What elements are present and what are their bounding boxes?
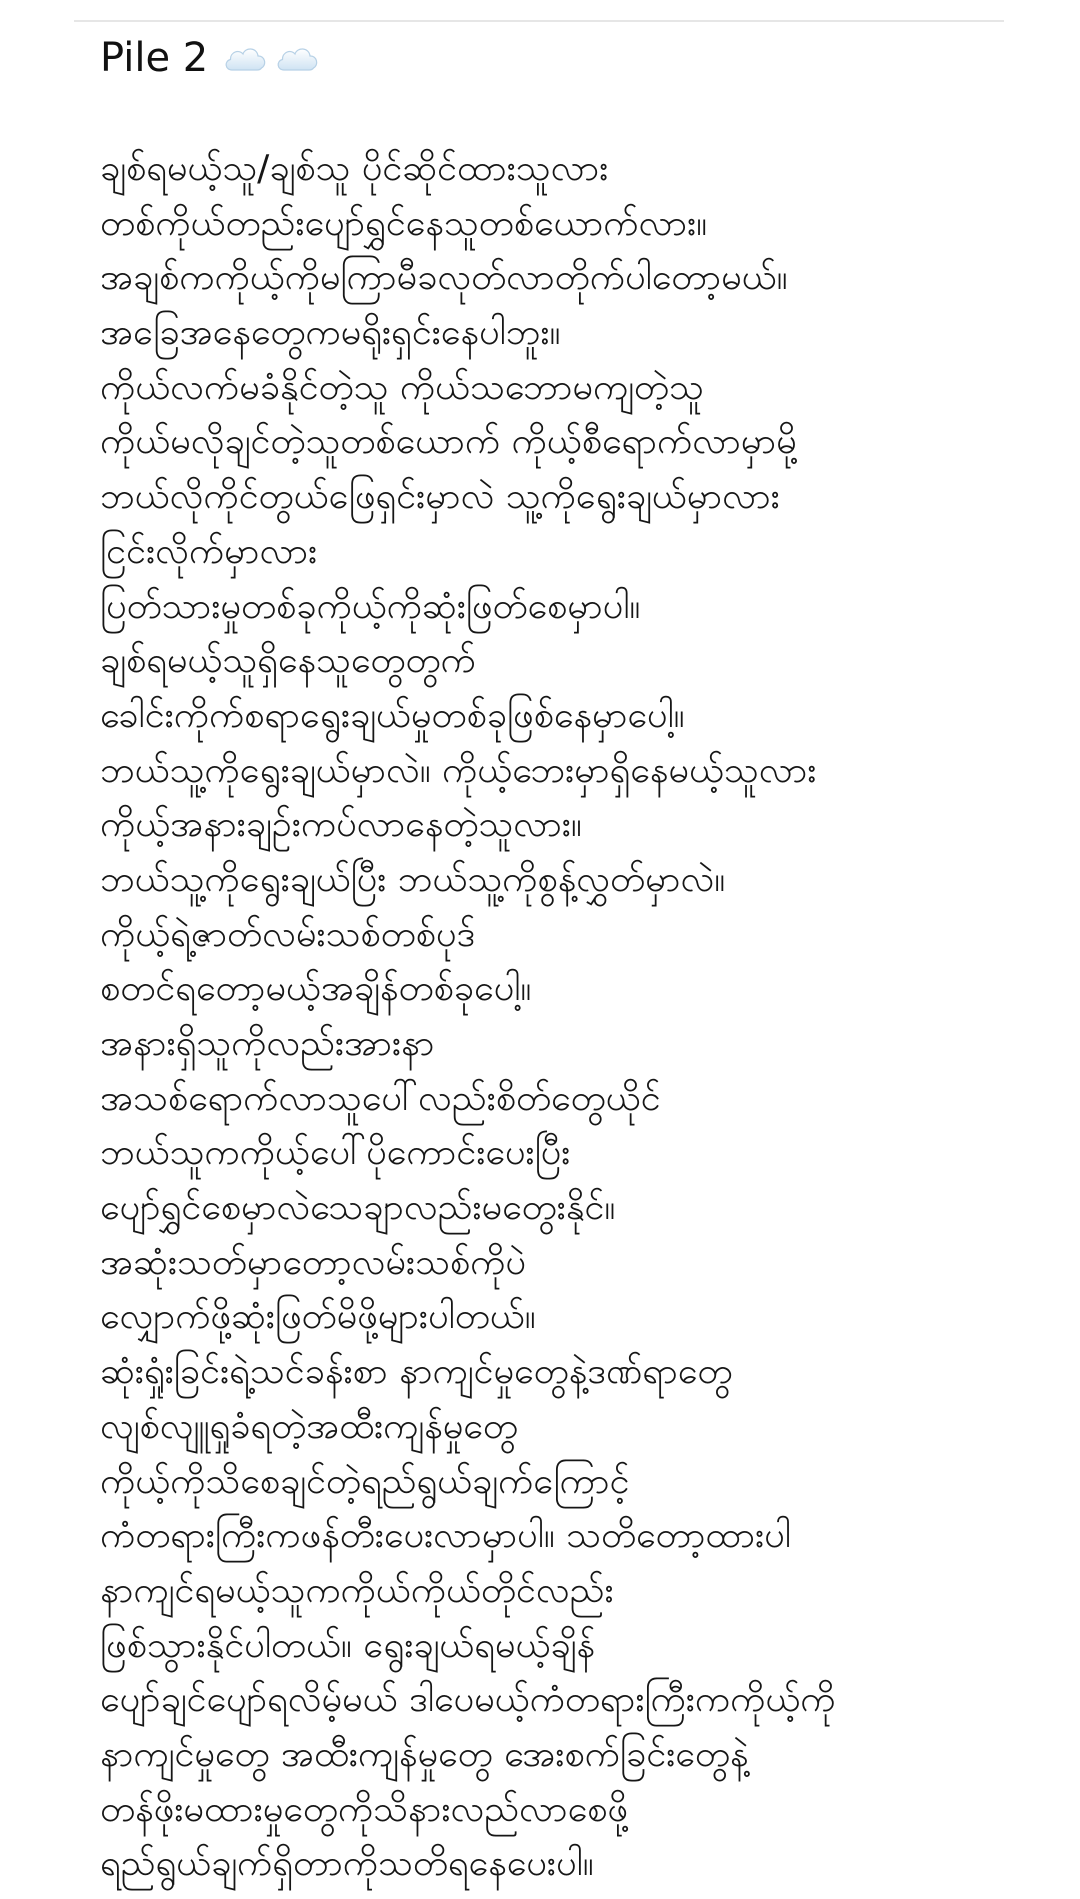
poem-line: ဘယ်လိုကိုင်တွယ်ဖြေရှင်းမှာလဲ သူ့ကိုရွေးချယ်မှာလား (100, 476, 780, 518)
poem-line: တန်ဖိုးမထားမှုတွေကိုသိနားလည်လာစေဖို့ (100, 1788, 628, 1830)
post-title-text: Pile 2 (100, 35, 209, 81)
poem-line: တစ်ကိုယ်တည်းပျော်ရွှင်နေသူတစ်ယောက်လား။ (100, 202, 708, 244)
poem-line: စတင်ရတော့မယ့်အချိန်တစ်ခုပေါ့။ (100, 968, 532, 1010)
poem-line: လျစ်လျူရှုခံရတဲ့အထီးကျန်မှုတွေ (100, 1405, 518, 1447)
poem-line: ချစ်ရမယ့်သူရှိနေသူတွေတွက် (100, 640, 476, 682)
poem-line: ဘယ်သူ့ကိုရွေးချယ်ပြီး ဘယ်သူ့ကိုစွန့်လွှတ်မှာလဲ။ (100, 858, 726, 900)
cloud-icon (274, 43, 320, 73)
poem-line: အသစ်ရောက်လာသူပေါ်လည်းစိတ်တွေယိုင် (100, 1077, 661, 1119)
poem-line: ပြတ်သားမှုတစ်ခုကိုယ့်ကိုဆုံးဖြတ်စေမှာပါ။ (100, 585, 641, 627)
poem-line: ရည်ရွယ်ချက်ရှိတာကိုသတိရနေပေးပါ။ (100, 1843, 594, 1885)
poem-line: ငြင်းလိုက်မှာလား (100, 530, 318, 572)
poem-line: အဆုံးသတ်မှာတော့လမ်းသစ်ကိုပဲ (100, 1241, 526, 1283)
poem-line: ကံတရားကြီးကဖန်တီးပေးလာမှာပါ။ သတိတော့ထားပါ (100, 1515, 791, 1557)
poem-line: ခေါင်းကိုက်စရာရွေးချယ်မှုတစ်ခုဖြစ်နေမှာပေါ့။ (100, 694, 685, 736)
poem-line: ကိုယ်မလိုချင်တဲ့သူတစ်ယောက် ကိုယ့်စီရောက်လာမှာမို့ (100, 421, 797, 463)
poem-line: ကိုယ်လက်မခံနိုင်တဲ့သူ ကိုယ်သဘောမကျတဲ့သူ (100, 366, 704, 408)
poem-line: ကိုယ့်ရဲ့ဇာတ်လမ်းသစ်တစ်ပုဒ် (100, 913, 476, 955)
post-title (100, 28, 320, 88)
cloud-icon (222, 43, 268, 73)
poem-line: ဘယ်သူကကိုယ့်ပေါ်ပိုကောင်းပေးပြီး (100, 1132, 571, 1174)
poem-line: ဖြစ်သွားနိုင်ပါတယ်။ ရွေးချယ်ရမယ့်ချိန် (100, 1624, 595, 1666)
top-divider (74, 20, 1004, 22)
poem-line: ပျော်ရွှင်စေမှာလဲသေချာလည်းမတွေးနိုင်။ (100, 1187, 616, 1229)
cloud-emojis (222, 43, 320, 73)
poem-line: ပျော်ချင်ပျော်ရလိမ့်မယ် ဒါပေမယ့်ကံတရားကြီးကကိုယ့်ကို (100, 1679, 836, 1721)
poem-line: နာကျင်မှုတွေ အထီးကျန်မှုတွေ အေးစက်ခြင်းတွေနဲ့ (100, 1733, 749, 1775)
poem-line: ကိုယ့်ကိုသိစေချင်တဲ့ရည်ရွယ်ချက်ကြောင့် (100, 1460, 630, 1502)
poem-line: လျှောက်ဖို့ဆုံးဖြတ်မိဖို့များပါတယ်။ (100, 1296, 536, 1338)
poem-line: ကိုယ့်အနားချဉ်းကပ်လာနေတဲ့သူလား။ (100, 804, 582, 846)
poem-line: အနားရှိသူကိုလည်းအားနာ (100, 1023, 435, 1064)
poem-line: ဘယ်သူ့ကိုရွေးချယ်မှာလဲ။ ကိုယ့်ဘေးမှာရှိနေမယ့်သူလား (100, 749, 817, 791)
poem-line: ဆုံးရှုံးခြင်းရဲ့သင်ခန်းစာ နာကျင်မှုတွေနဲ့ဒဏ်ရာတွေ (100, 1351, 733, 1393)
poem-line: အခြေအနေတွေကမရိုးရှင်းနေပါဘူး။ (100, 312, 561, 354)
poem-line: နာကျင်ရမယ့်သူကကိုယ်ကိုယ်တိုင်လည်း (100, 1569, 614, 1611)
poem-line: ချစ်ရမယ့်သူ/ချစ်သူ ပိုင်ဆိုင်ထားသူလား (100, 148, 609, 189)
poem-body (100, 142, 1000, 1892)
poem-line: အချစ်ကကိုယ့်ကိုမကြာမီခလုတ်လာတိုက်ပါတော့မယ်။ (100, 257, 788, 299)
